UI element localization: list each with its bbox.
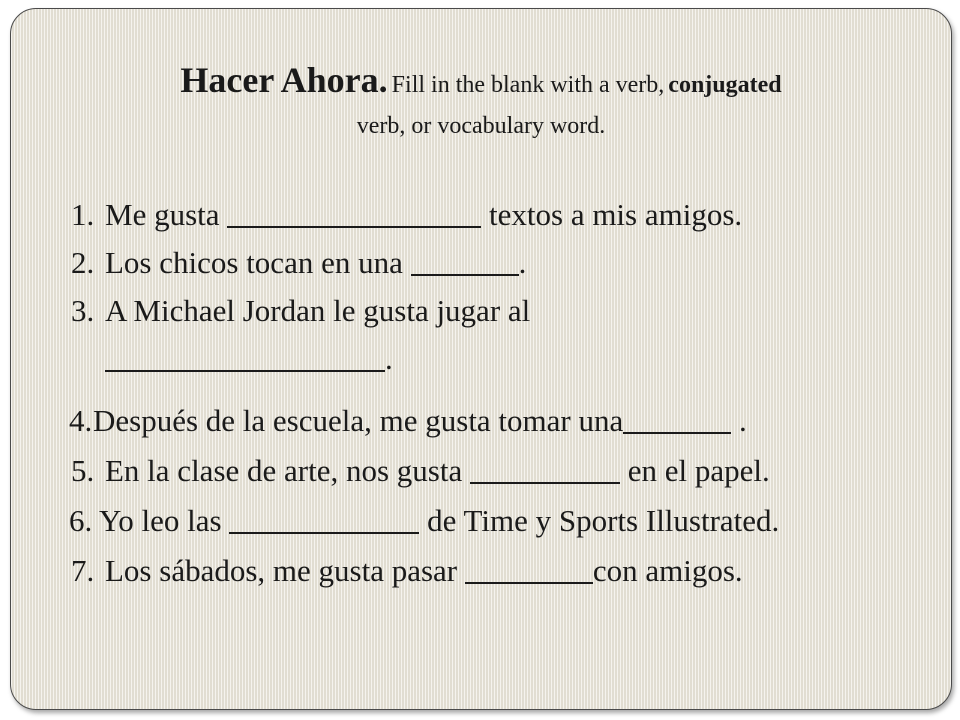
slide — [10, 8, 952, 710]
item-text-after: de Time y Sports Illustrated. — [419, 503, 780, 538]
answer-blank[interactable] — [229, 504, 419, 534]
instruction-part-2: verb, or vocabulary word. — [356, 113, 606, 139]
item-text-after: en el papel. — [619, 453, 770, 488]
item-text-after: . — [385, 341, 393, 376]
item-text-after: . — [518, 245, 527, 280]
answer-blank[interactable] — [623, 404, 731, 434]
item-number: 2. — [71, 245, 95, 280]
item-number: 5. — [71, 453, 95, 488]
item-number: 3. — [71, 293, 95, 328]
answer-blank[interactable] — [411, 246, 519, 276]
item-text-before: Yo leo las — [99, 503, 230, 538]
instruction-part-1: Fill in the blank with a verb, — [391, 72, 665, 98]
item-number: 4. — [69, 403, 93, 438]
item-text-before: Después de la escuela, me gusta tomar una — [93, 403, 624, 438]
item-text-before: A Michael Jordan le gusta jugar al — [105, 293, 531, 328]
item-text-before: Los chicos tocan en una — [105, 245, 411, 280]
item-number: 7. — [71, 553, 95, 588]
item-number: 6. — [69, 503, 93, 538]
answer-blank[interactable] — [105, 342, 385, 372]
title-line-1 — [11, 59, 951, 101]
item-text-after: textos a mis amigos. — [481, 197, 743, 232]
title-heading: Hacer Ahora. — [180, 60, 388, 100]
item-text-before: Los sábados, me gusta pasar — [105, 553, 465, 588]
item-number: 1. — [71, 197, 95, 232]
item-text-after: . — [731, 403, 747, 438]
answer-blank[interactable] — [465, 554, 593, 584]
answer-blank[interactable] — [470, 454, 620, 484]
instruction-bold-word: conjugated — [668, 72, 782, 98]
item-text-before: Me gusta — [105, 197, 228, 232]
item-text-before: En la clase de arte, nos gusta — [105, 453, 470, 488]
answer-blank[interactable] — [227, 198, 481, 228]
item-text-after: con amigos. — [592, 553, 743, 588]
